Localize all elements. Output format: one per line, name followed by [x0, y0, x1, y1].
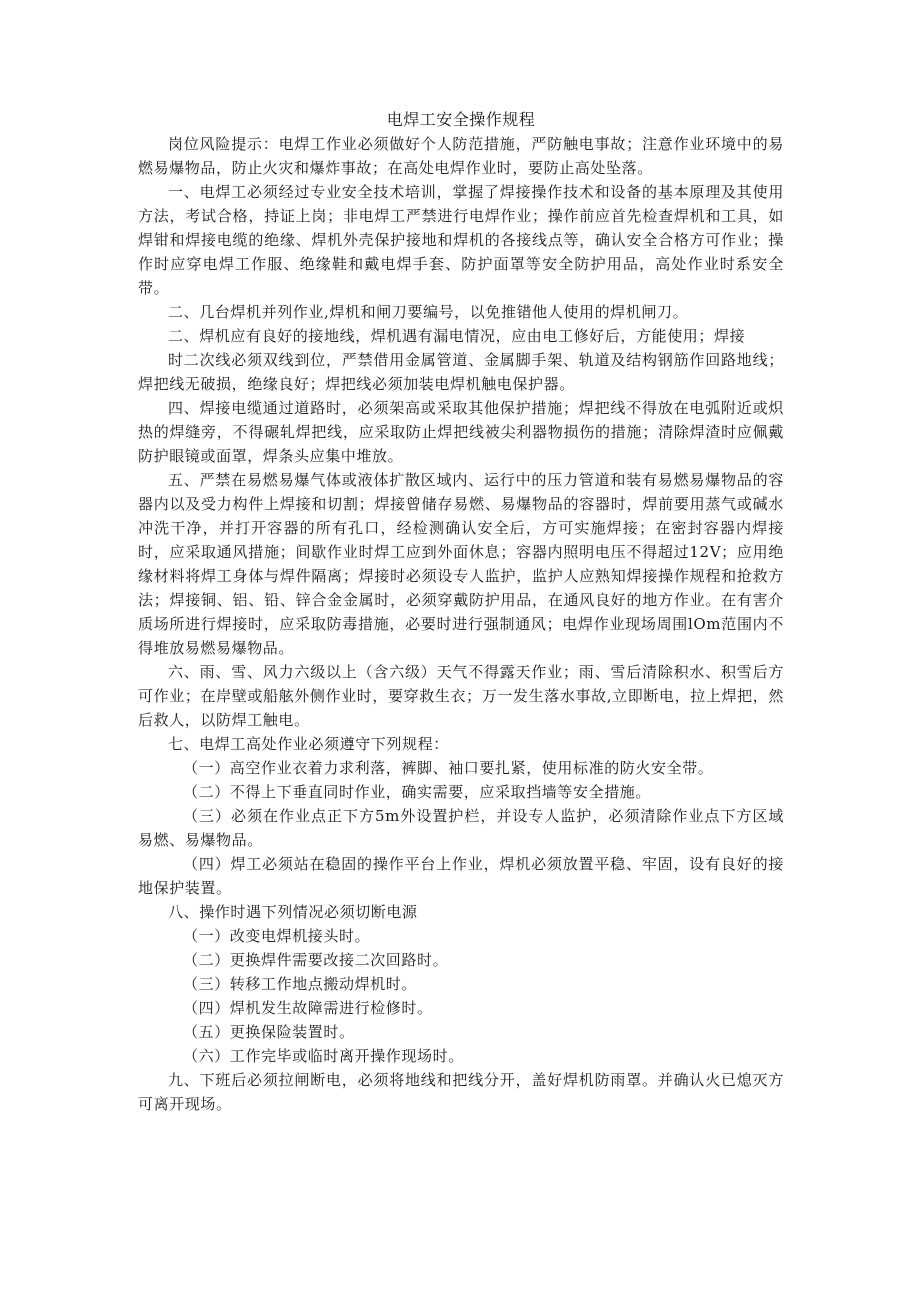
- paragraph-8-item-6: （六）工作完毕或临时离开操作现场时。: [183, 1047, 464, 1065]
- document-title: 电焊工安全操作规程: [386, 110, 536, 129]
- paragraph-risk-notice: 岗位风险提示：电焊工作业必须做好个人防范措施，严防触电事故；注意作业环境中的易燃易爆物品，防止火灾和爆炸事故；在高处电焊作业时，要防止高处坠落。: [138, 135, 784, 177]
- paragraph-8: 八、操作时遇下列情况必须切断电源: [168, 903, 418, 921]
- paragraph-7-item-3: （三）必须在作业点正下方5m外设置护栏，并设专人监护，必须清除作业点下方区域易燃、易爆物品。: [138, 807, 784, 849]
- paragraph-7-item-1: （一）高空作业衣着力求利落，裤脚、袖口要扎紧，使用标准的防火安全带。: [183, 759, 714, 777]
- paragraph-8-item-2: （二）更换焊件需要改接二次回路时。: [183, 951, 449, 969]
- paragraph-6: 六、雨、雪、风力六级以上（含六级）天气不得露天作业；雨、雪后清除积水、积雪后方可作业；在岸壁或船舷外侧作业时，要穿救生衣；万一发生落水事故,立即断电，拉上焊把，然后救人，以防焊工触电。: [138, 663, 784, 729]
- paragraph-8-item-1: （一）改变电焊机接头时。: [183, 927, 371, 945]
- paragraph-7-item-2: （二）不得上下垂直同时作业，确实需要，应采取挡墙等安全措施。: [183, 783, 652, 801]
- paragraph-7: 七、电焊工高处作业必须遵守下列规程：: [168, 735, 449, 753]
- paragraph-7-item-4: （四）焊工必须站在稳固的操作平台上作业，焊机必须放置平稳、牢固，设有良好的接地保护装置。: [138, 855, 784, 897]
- paragraph-4: 四、焊接电缆通过道路时，必须架高或采取其他保护措施；焊把线不得放在电弧附近或炽热的焊缝旁，不得碾轧焊把线，应采取防止焊把线被尖利器物损伤的措施；清除焊渣时应佩戴防护眼镜或面罩，焊条头应集中堆放。: [138, 399, 784, 465]
- paragraph-8-item-3: （三）转移工作地点搬动焊机时。: [183, 975, 418, 993]
- paragraph-1: 一、电焊工必须经过专业安全技术培训，掌握了焊接操作技术和设备的基本原理及其使用方法，考试合格，持证上岗；非电焊工严禁进行电焊作业；操作前应首先检查焊机和工具，如焊钳和焊接电缆的绝缘、焊机外壳保护接地和焊机的各接线点等，确认安全合格方可作业；操作时应穿电焊工作服、绝缘鞋和戴电焊手套、防护面罩等安全防护用品，高处作业时系安全带。: [138, 183, 784, 297]
- paragraph-9: 九、下班后必须拉闸断电，必须将地线和把线分开，盖好焊机防雨罩。并确认火已熄灭方可离开现场。: [138, 1071, 784, 1113]
- paragraph-5: 五、严禁在易燃易爆气体或液体扩散区域内、运行中的压力管道和装有易燃易爆物品的容器内以及受力构件上焊接和切割；焊接曾储存易燃、易爆物品的容器时，焊前要用蒸气或碱水冲洗干净，并打开容器的所有孔口，经检测确认安全后，方可实施焊接；在密封容器内焊接时，应采取通风措施；间歇作业时焊工应到外面休息；容器内照明电压不得超过12V；应用绝缘材料将焊工身体与焊件隔离；焊接时必须设专人监护，监护人应熟知焊接操作规程和抢救方法；焊接铜、铝、铅、锌合金金属时，必须穿戴防护用品，在通风良好的地方作业。在有害介质场所进行焊接时，应采取防毒措施，必要时进行强制通风；电焊作业现场周围lOm范围内不得堆放易燃易爆物品。: [138, 471, 784, 657]
- paragraph-8-item-4: （四）焊机发生故障需进行检修时。: [183, 999, 433, 1017]
- paragraph-2: 二、几台焊机并列作业,焊机和闸刀要编号，以免推错他人使用的焊机闸刀。: [168, 303, 689, 321]
- document-page: [138, 108, 784, 1116]
- paragraph-3: 二、焊机应有良好的接地线，焊机遇有漏电情况，应由电工修好后，方能使用；焊接: [168, 327, 746, 345]
- paragraph-3-continued: 时二次线必须双线到位，严禁借用金属管道、金属脚手架、轨道及结构钢筋作回路地线；焊把线无破损，绝缘良好；焊把线必须加装电焊机触电保护器。: [138, 351, 784, 393]
- paragraph-8-item-5: （五）更换保险装置时。: [183, 1023, 355, 1041]
